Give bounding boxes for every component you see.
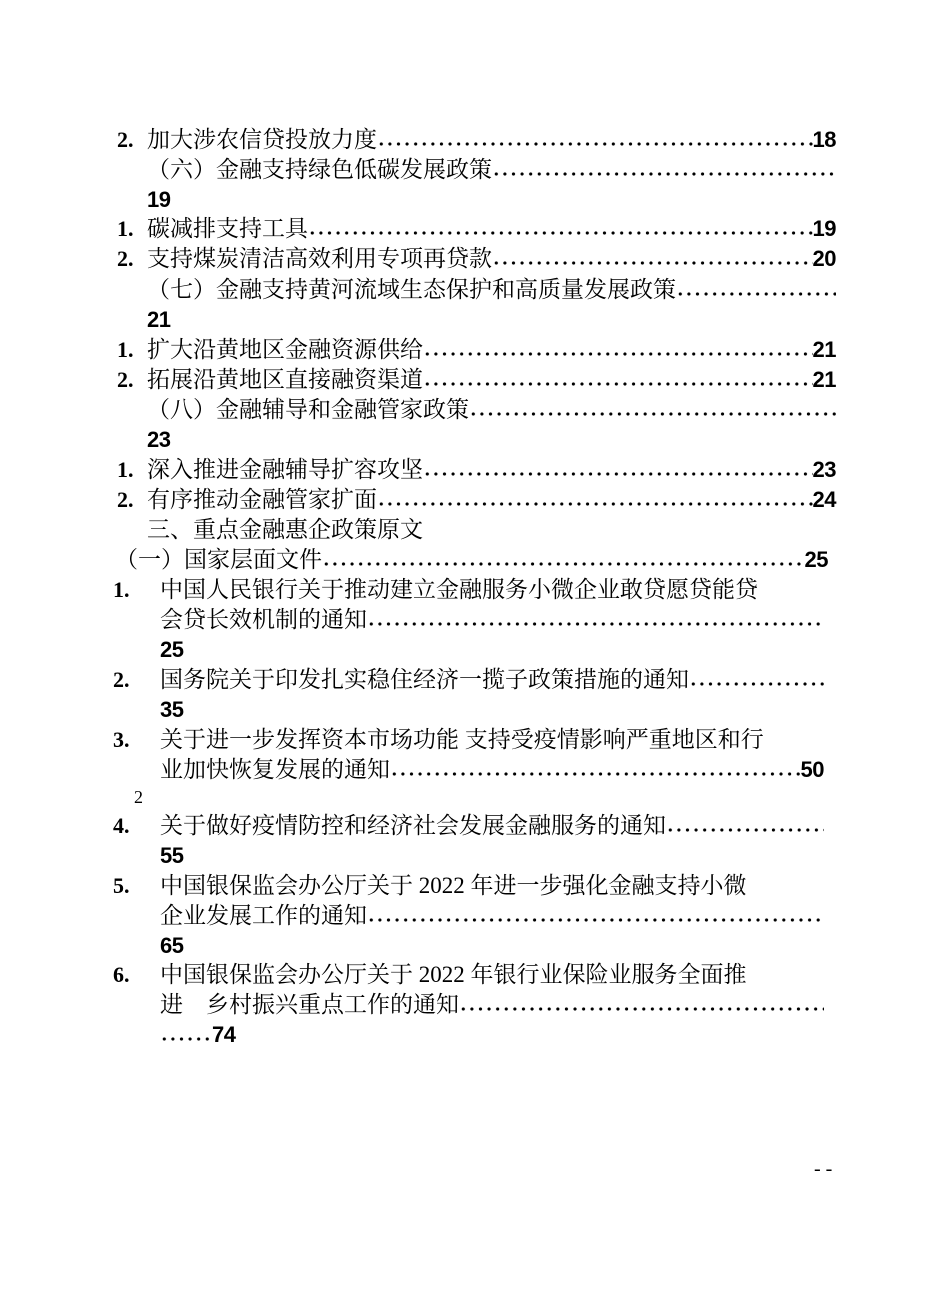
toc-entry-line — [160, 841, 183, 871]
toc-page-number: 65 — [160, 933, 184, 958]
toc-entry-line — [160, 755, 824, 785]
toc-entry-number: 2. — [117, 127, 134, 152]
leader-dots — [423, 335, 813, 365]
toc-entry-line — [147, 365, 836, 395]
page-marker: 2 — [134, 787, 143, 807]
toc-entry-title: 关于做好疫情防控和经济社会发展金融服务的通知 — [160, 813, 666, 838]
toc-page-number: 23 — [812, 457, 836, 482]
toc-entry-title: 业加快恢复发展的通知 — [160, 757, 390, 782]
toc-entry-title: （八）金融辅导和金融管家政策 — [147, 397, 469, 422]
toc-entry-line — [147, 395, 836, 425]
toc-page-number: 19 — [147, 187, 171, 212]
toc-entry-line — [147, 305, 170, 335]
leader-dots — [689, 665, 824, 695]
toc-entry-title: （七）金融支持黄河流域生态保护和高质量发展政策 — [147, 277, 676, 302]
toc-entry-line — [147, 455, 836, 485]
toc-page-number: 50 — [800, 757, 824, 782]
toc-entry-line — [160, 695, 183, 725]
toc-entry-line — [147, 214, 836, 244]
toc-page-number: 21 — [812, 367, 836, 392]
toc-entry-title: 中国银保监会办公厅关于 2022 年银行业保险业服务全面推 — [160, 962, 747, 987]
toc-entry-line — [147, 335, 836, 365]
toc-entry-line — [160, 1020, 235, 1050]
toc-entry-line — [147, 275, 836, 305]
toc-entry-line — [160, 605, 824, 635]
toc-page-number: 24 — [812, 487, 836, 512]
toc-entry-line — [147, 425, 170, 455]
toc-entry-number: 1. — [117, 337, 134, 362]
leader-dots — [160, 1020, 212, 1050]
toc-entry-title: 拓展沿黄地区直接融资渠道 — [147, 367, 423, 392]
toc-entry-title: 国务院关于印发扎实稳住经济一揽子政策措施的通知 — [160, 667, 689, 692]
toc-entry-title: 进 乡村振兴重点工作的通知 — [160, 992, 459, 1017]
toc-entry-number: 3. — [113, 727, 130, 752]
toc-entry-line — [115, 545, 828, 575]
toc-entry-number: 4. — [113, 813, 130, 838]
toc-page-number: 23 — [147, 427, 171, 452]
toc-entry-line — [147, 244, 836, 274]
toc-entry-line — [160, 871, 824, 901]
toc-entry-title: 有序推动金融管家扩面 — [147, 487, 377, 512]
leader-dots — [492, 155, 836, 185]
toc-entry-title: 会贷长效机制的通知 — [160, 607, 367, 632]
toc-entry-line — [147, 125, 836, 155]
toc-entry-title: 深入推进金融辅导扩容攻坚 — [147, 457, 423, 482]
leader-dots — [459, 990, 824, 1020]
toc-page-number: 18 — [812, 127, 836, 152]
toc-page-number: 35 — [160, 697, 184, 722]
toc-page-number: 25 — [804, 547, 828, 572]
toc-entry-number: 2. — [117, 246, 134, 271]
toc-page-number: 25 — [160, 637, 184, 662]
toc-entry-number: 2. — [117, 367, 134, 392]
toc-entry-number: 1. — [113, 577, 130, 602]
toc-entry-line — [160, 901, 824, 931]
toc-entry-title: 碳减排支持工具 — [147, 216, 308, 241]
leader-dots — [308, 214, 813, 244]
toc-entry-number: 6. — [113, 962, 130, 987]
toc-entry-line — [160, 575, 824, 605]
toc-entry-line — [160, 635, 183, 665]
leader-dots — [676, 275, 836, 305]
toc-entry-line — [147, 515, 836, 545]
toc-entry-title: 企业发展工作的通知 — [160, 903, 367, 928]
toc-entry-title: 加大涉农信贷投放力度 — [147, 127, 377, 152]
toc-entry-title: 关于进一步发挥资本市场功能 支持受疫情影响严重地区和行 — [160, 727, 764, 752]
leader-dots — [469, 395, 836, 425]
leader-dots — [377, 485, 813, 515]
toc-entry-title: 支持煤炭清洁高效利用专项再贷款 — [147, 246, 492, 271]
toc-entry-line — [160, 931, 183, 961]
toc-entry-number: 2. — [117, 487, 134, 512]
toc-page-number: 55 — [160, 843, 184, 868]
toc-entry-number: 2. — [113, 667, 130, 692]
toc-entry-number: 5. — [113, 873, 130, 898]
page-footer: - - — [814, 1158, 833, 1180]
toc-entry-title: 扩大沿黄地区金融资源供给 — [147, 337, 423, 362]
toc-entry-title: （一）国家层面文件 — [115, 547, 322, 572]
leader-dots — [666, 811, 824, 841]
toc-entry-line — [160, 960, 824, 990]
toc-entry-line — [147, 485, 836, 515]
leader-dots — [367, 901, 824, 931]
toc-entry-line — [147, 185, 170, 215]
toc-entry-line — [160, 665, 824, 695]
leader-dots — [322, 545, 805, 575]
toc-entry-line — [160, 811, 824, 841]
leader-dots — [377, 125, 813, 155]
toc-entry-line — [160, 990, 824, 1020]
toc-page-number: 19 — [812, 216, 836, 241]
toc-page-number: 20 — [812, 246, 836, 271]
toc-entry-title: 三、重点金融惠企政策原文 — [147, 517, 423, 542]
toc-entry-number: 1. — [117, 457, 134, 482]
toc-entry-number: 1. — [117, 216, 134, 241]
leader-dots — [367, 605, 824, 635]
leader-dots — [423, 455, 813, 485]
toc-entry-title: （六）金融支持绿色低碳发展政策 — [147, 157, 492, 182]
leader-dots — [492, 244, 813, 274]
toc-page-number: 21 — [147, 307, 171, 332]
toc-page-number: 21 — [812, 337, 836, 362]
toc-entry-line — [147, 155, 836, 185]
toc-entry-title: 中国银保监会办公厅关于 2022 年进一步强化金融支持小微 — [160, 873, 747, 898]
toc-entry-title: 中国人民银行关于推动建立金融服务小微企业敢贷愿贷能贷 — [160, 577, 758, 602]
toc-page-number: 74 — [212, 1022, 236, 1047]
toc-entry-line — [160, 725, 824, 755]
leader-dots — [423, 365, 813, 395]
leader-dots — [390, 755, 801, 785]
